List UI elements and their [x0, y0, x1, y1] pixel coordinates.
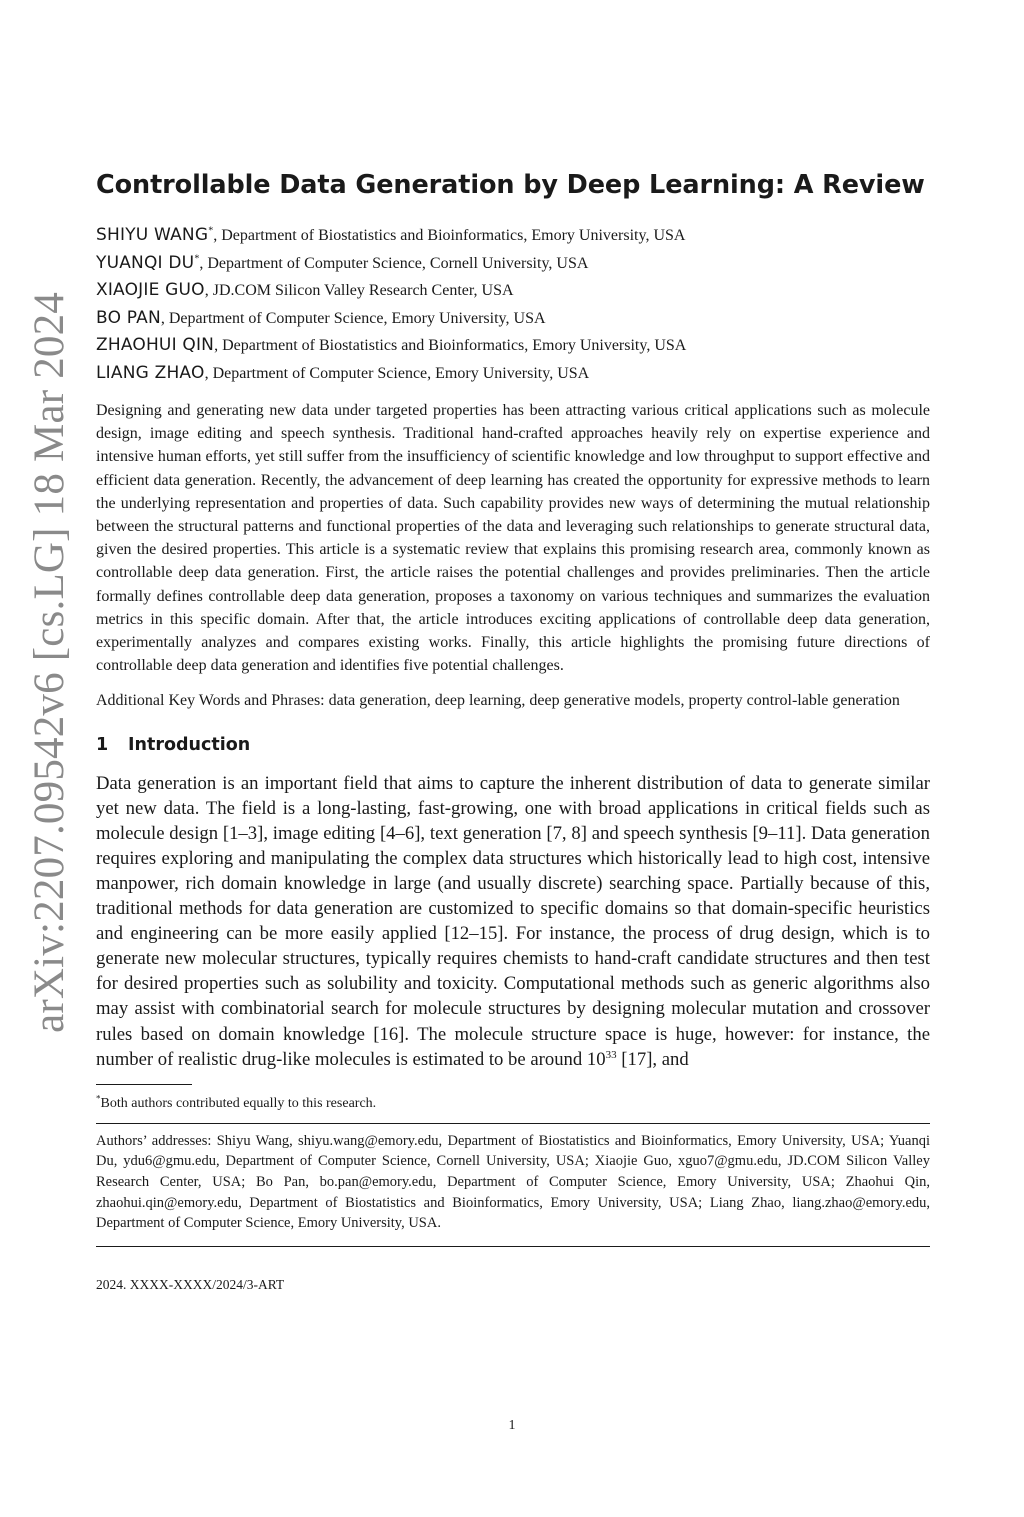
introduction-paragraph	[96, 771, 930, 1072]
author-entry	[96, 277, 930, 305]
author-list	[96, 222, 930, 387]
addresses-bottom-rule	[96, 1246, 930, 1247]
author-affiliation: , Department of Computer Science, Emory University, USA	[160, 309, 546, 327]
paper-title: Controllable Data Generation by Deep Learning: A Review	[96, 170, 925, 200]
author-affiliation: , Department of Computer Science, Emory University, USA	[204, 364, 590, 382]
footnote-mark: *	[96, 1093, 101, 1104]
paper-page	[96, 170, 930, 1293]
author-affiliation: , Department of Biostatistics and Bioinformatics, Emory University, USA	[214, 337, 687, 354]
intro-exponent: 33	[605, 1048, 617, 1061]
author-name: XIAOJIE GUO	[96, 280, 205, 300]
author-affiliation: , JD.COM Silicon Valley Research Center, USA	[204, 282, 514, 299]
author-name: YUANQI DU	[96, 252, 195, 273]
author-affiliation: , Department of Computer Science, Cornell University, USA	[199, 254, 589, 272]
author-addresses: Authors’ addresses: Shiyu Wang, shiyu.wang@emory.edu, Department of Biostatistics and Bioinformatics, Emory University, USA; Yuanqi Du, ydu6@gmu.edu, Department of Computer Science, Cornell University, USA; Xiaojie Guo, xguo7@gmu.edu, JD.COM Silicon Valley Research Center, USA; Bo Pan, bo.pan@emory.edu, Department of Computer Science, Emory University, USA; Zhaohui Qin, zhaohui.qin@emory.edu, Department of Biostatistics and Bioinformatics, Emory University, USA; Liang Zhao, liang.zhao@emory.edu, Department of Computer Science, Emory University, USA.	[96, 1132, 930, 1232]
abstract: Designing and generating new data under targeted properties has been attracting various critical applications such as molecule design, image editing and speech synthesis. Traditional hand-crafted approaches heavily rely on expertise experience and intensive human efforts, yet still suffer from the insufficiency of scientific knowledge and low throughput to support effective and efficient data generation. Recently, the advancement of deep learning has created the opportunity for expressive methods to learn the underlying representation and properties of data. Such capability provides new ways of determining the mutual relationship between the structural patterns and functional properties of the data and leveraging such relationships to generate structural data, given the desired properties. This article is a systematic review that explains this promising research area, commonly known as controllable deep data generation. First, the article raises the potential challenges and provides preliminaries. Then the article formally defines controllable deep data generation, proposes a taxonomy on various techniques and summarizes the evaluation metrics in this specific domain. After that, the article introduces exciting applications of controllable deep data generation, experimentally analyzes and compares existing works. Finally, this article highlights the promising future directions of controllable deep data generation and identifies five potential challenges.	[96, 402, 930, 675]
author-name: ZHAOHUI QIN	[96, 335, 215, 355]
author-entry	[96, 332, 930, 360]
author-entry	[96, 305, 930, 333]
section-heading	[96, 735, 930, 755]
arxiv-identifier-stamp	[14, 292, 84, 1032]
author-entry	[96, 222, 930, 250]
keywords: Additional Key Words and Phrases: data generation, deep learning, deep generative models, property control-lable generation	[96, 692, 900, 710]
addresses-top-rule	[96, 1123, 930, 1124]
footnote	[96, 1095, 930, 1113]
author-affiliation: , Department of Biostatistics and Bioinformatics, Emory University, USA	[213, 227, 686, 244]
author-entry	[96, 360, 930, 388]
equal-contribution-mark: *	[208, 225, 214, 237]
footnote-divider	[96, 1084, 192, 1085]
section-title: Introduction	[128, 734, 251, 755]
author-name: BO PAN	[96, 307, 161, 328]
page-number: 1	[508, 1418, 516, 1433]
section-number: 1	[96, 734, 109, 755]
author-name: SHIYU WANG	[96, 225, 209, 245]
journal-reference: 2024. XXXX-XXXX/2024/3-ART	[96, 1276, 285, 1292]
author-name: LIANG ZHAO	[96, 362, 205, 383]
author-entry	[96, 250, 930, 278]
intro-body: Data generation is an important field that aims to capture the inherent distribution of data to generate similar yet new data. The field is a long-lasting, fast-growing, one with broad applications in critical fields such as molecule design [1–3], image editing [4–6], text generation [7, 8] and speech synthesis [9–11]. Data generation requires exploring and manipulating the complex data structures which historically lead to high cost, intensive manpower, rich domain knowledge in large (and usually discrete) searching space. Partially because of this, traditional methods for data generation are customized to specific domains so that domain-specific heuristics and engineering can be more easily applied [12–15]. For instance, the process of drug design, which is to generate new molecular structures, typically requires chemists to hand-craft candidate structures and then test for desired properties such as solubility and toxicity. Computational methods such as generic algorithms also may assist with combinatorial search for molecule structures by designing molecular mutation and crossover rules based on domain knowledge [16]. The molecule structure space is huge, however: for instance, the number of realistic drug-like molecules is estimated to be around 10	[96, 772, 930, 1070]
intro-tail: [17], and	[616, 1048, 689, 1070]
equal-contribution-mark: *	[194, 253, 200, 265]
arxiv-identifier-text: arXiv:2207.09542v6 [cs.LG] 18 Mar 2024	[25, 291, 73, 1033]
footnote-text: Both authors contributed equally to this research.	[100, 1095, 377, 1111]
